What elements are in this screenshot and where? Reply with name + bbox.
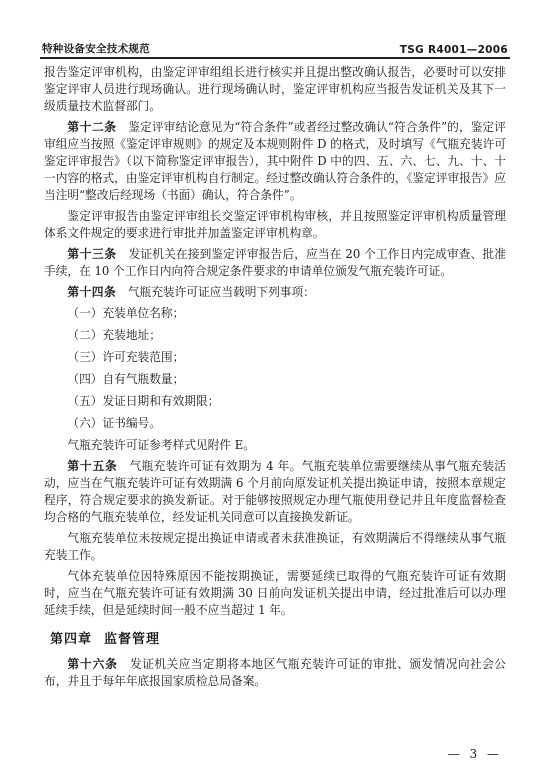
article-14 <box>44 284 506 301</box>
article-15-label: 第十五条 <box>67 459 118 473</box>
list-item: （五）发证日期和有效期限； <box>67 394 220 408</box>
chapter-title: 监督管理 <box>104 632 161 647</box>
paragraph-appendix-e: 气瓶充装许可证参考样式见附件 E。 <box>67 438 255 452</box>
header-standard-code: TSG R4001—2006 <box>399 44 508 56</box>
article-15 <box>44 458 506 526</box>
chapter-heading <box>44 631 506 648</box>
article-14-label: 第十四条 <box>67 285 117 299</box>
article-13 <box>44 246 506 280</box>
article-12-text: 鉴定评审结论意见为“符合条件”或者经过整改确认“符合条件”的，鉴定评审组应当按照《鉴定评审规则》的规定及本规则附件 D 的格式，及时填写《气瓶充装许可鉴定评审报告》（以下简称鉴定评审报告），其中附件 D 中的四、五、六、七、九、十、十一内容的格式，由鉴定评审机构自行制定。经过整改确认符合条件的，《鉴定评审报告》应当注明“整改后经现场（书面）确认，符合条件”。 <box>44 120 506 202</box>
article-12 <box>44 119 506 204</box>
paragraph-extension: 气体充装单位因特殊原因不能按期换证，需要延续已取得的气瓶充装许可证有效期时，应当在气瓶充装许可证有效期满 30 日前向发证机关提出申请，经过批准后可以办理延续手续，但是延续时间一般不应当超过 1 年。 <box>44 569 506 617</box>
chapter-number: 第四章 <box>50 632 93 647</box>
paragraph-review-report: 鉴定评审报告由鉴定评审组长交鉴定评审机构审核，并且按照鉴定评审机构质量管理体系文件规定的要求进行审批并加盖鉴定评审机构章。 <box>44 209 506 240</box>
article-14-text: 气瓶充装许可证应当载明下列事项： <box>127 285 315 299</box>
article-16 <box>44 656 506 690</box>
list-item: （二）充装地址； <box>67 328 161 342</box>
paragraph-continuation: 报告鉴定评审机构，由鉴定评审组组长进行核实并且提出整改确认报告，必要时可以安排鉴定评审人员进行现场确认。进行现场确认时，鉴定评审机构应当报告发证机关及其下一级质量技术监督部门。 <box>44 65 506 113</box>
article-13-text: 发证机关在接到鉴定评审报告后，应当在 20 个工作日内完成审查、批准手续，在 10 个工作日内向符合规定条件要求的申请单位颁发气瓶充装许可证。 <box>44 247 506 278</box>
page-number: — 3 — <box>447 747 502 761</box>
article-13-label: 第十三条 <box>67 247 117 261</box>
article-12-label: 第十二条 <box>67 120 117 134</box>
list-item: （四）自有气瓶数量； <box>67 372 185 386</box>
running-header <box>42 34 508 56</box>
list-item: （一）充装单位名称； <box>67 306 185 320</box>
list-item: （六）证书编号。 <box>67 416 161 430</box>
header-rule <box>40 57 510 59</box>
article-15-text: 气瓶充装许可证有效期为 4 年。气瓶充装单位需要继续从事气瓶充装活动，应当在气瓶充装许可证有效期满 6 个月前向原发证机关提出换证申请，按照本章规定程序，符合规定要求的换发新证。对于能够按照规定办理气瓶使用登记并且年度监督检查均合格的气瓶充装单位，经发证机关同意可以直接换发新证。 <box>44 459 506 524</box>
document-body <box>44 64 506 694</box>
article-16-text: 发证机关应当定期将本地区气瓶充装许可证的审批、颁发情况向社会公布，并且于每年年底报国家质检总局备案。 <box>44 657 506 688</box>
list-item: （三）许可充装范围； <box>67 350 185 364</box>
article-16-label: 第十六条 <box>67 657 118 671</box>
paragraph-no-renewal: 气瓶充装单位未按规定提出换证申请或者未获准换证，有效期满后不得继续从事气瓶充装工作。 <box>44 531 506 562</box>
header-series-title: 特种设备安全技术规范 <box>42 43 150 55</box>
